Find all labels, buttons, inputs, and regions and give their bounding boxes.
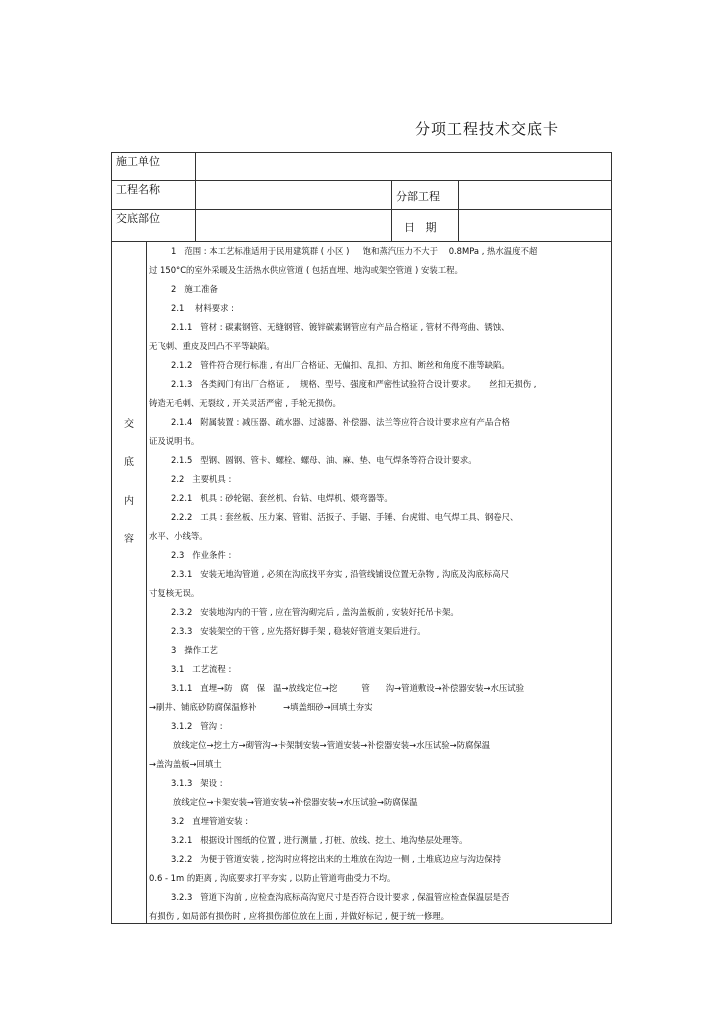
document-title: 分项工程技术交底卡 [415, 120, 560, 138]
side-label-char: 底 [124, 457, 134, 468]
content-line: 2 施工准备 [171, 284, 218, 294]
content-line: →盖沟盖板→回填土 [149, 759, 222, 769]
content-line: 3.1.3 架设 : [171, 778, 223, 788]
col-divider [195, 153, 196, 241]
side-label-char: 交 [124, 419, 134, 430]
content-line: →刷井、铺底砂防腐保温修补 →填盖细砂→回填土夯实 [149, 702, 373, 712]
content-line: 2.2.1 机具 : 砂轮锯、套丝机、台钻、电焊机、煨弯器等。 [171, 493, 393, 503]
content-line: 2.3 作业条件 : [171, 550, 232, 560]
content-line: 2.1.5 型钢、圆钢、管卡、螺栓、螺母、油、麻、垫、电气焊条等符合设计要求。 [171, 455, 477, 465]
construction-unit-label: 施工单位 [116, 155, 160, 168]
content-line: 2.2.2 工具 : 套丝板、压力案、管钳、活扳子、手锯、手锤、台虎钳、电气焊工具、钢卷尺、 [171, 512, 519, 522]
row-divider [112, 180, 611, 181]
content-line: 无飞刺、重皮及凹凸不平等缺陷。 [149, 341, 275, 351]
content-line: 3 操作工艺 [171, 645, 218, 655]
project-name-label: 工程名称 [116, 183, 160, 196]
content-line: 3.1.1 直埋→防 腐 保 温→放线定位→挖 管 沟→管道敷设→补偿器安装→水压试验 [171, 683, 525, 693]
content-line: 2.1.3 各类阀门有出厂合格证 , 规格、型号、强度和严密性试验符合设计要求。 丝扣无损伤 , [171, 379, 537, 389]
content-line: 水平、小线等。 [149, 531, 208, 541]
content-line: 过 150°C的室外采暖及生活热水供应管道 ( 包括直埋、地沟或架空管道 ) 安装工程。 [149, 265, 463, 275]
col-divider [391, 180, 392, 241]
side-label-char: 容 [124, 534, 134, 545]
content-line: 2.1.2 管件符合现行标准 , 有出厂合格证、无偏扣、乱扣、方扣、断丝和角度不准等缺陷。 [171, 360, 510, 370]
content-line: 3.2.3 管道下沟前 , 应检查沟底标高沟宽尺寸是否符合设计要求 , 保温管应检查保温层是否 [171, 892, 510, 902]
sub-project-label: 分部工程 [396, 190, 440, 203]
content-line: 证及说明书。 [149, 436, 200, 446]
content-line: 放线定位→挖土方→砌管沟→卡架制安装→管道安装→补偿器安装→水压试验→防腐保温 [173, 740, 491, 750]
content-line: 3.1.2 管沟 : [171, 721, 223, 731]
content-line: 寸复核无误。 [149, 588, 200, 598]
content-line: 3.2.1 根据设计图纸的位置 , 进行测量 , 打桩、放线、挖土、地沟垫层处理等。 [171, 835, 468, 845]
content-line: 2.1.1 管材 : 碳素钢管、无缝钢管、镀锌碳素钢管应有产品合格证 , 管材不得弯曲、锈蚀、 [171, 322, 510, 332]
date-label: 日 期 [404, 221, 437, 234]
handover-table [111, 152, 612, 924]
content-line: 2.1 材料要求 : [171, 303, 234, 313]
col-divider [146, 241, 147, 923]
content-line: 放线定位→卡架安装→管道安装→补偿器安装→水压试验→防腐保温 [173, 797, 418, 807]
content-line: 2.2 主要机具 : [171, 474, 232, 484]
content-line: 2.1.4 附属装置 : 减压器、疏水器、过滤器、补偿器、法兰等应符合设计要求应有产品合格 [171, 417, 510, 427]
content-line: 2.3.2 安装地沟内的干管 , 应在管沟砌完后 , 盖沟盖板前 , 安装好托吊卡架。 [171, 607, 459, 617]
content-line: 2.3.1 安装无地沟管道 , 必须在沟底找平夯实 , 沿管线铺设位置无杂物 , 沟底及沟底标高尺 [171, 569, 510, 579]
content-line: 3.2 直埋管道安装 : [171, 816, 249, 826]
content-line: 3.1 工艺流程 : [171, 664, 232, 674]
row-divider [112, 241, 611, 242]
col-divider [458, 180, 459, 241]
content-line: 2.3.3 安装架空的干管 , 应先搭好脚手架 , 稳装好管道支架后进行。 [171, 626, 426, 636]
row-divider [112, 209, 611, 210]
content-line: 0.6 - 1m 的距离 , 沟底要求打平夯实 , 以防止管道弯曲受力不均。 [149, 873, 396, 883]
content-line: 铸造无毛刺、无裂纹 , 开关灵活严密 , 手轮无损伤。 [149, 398, 341, 408]
handover-dept-label: 交底部位 [116, 212, 160, 225]
content-line: 有损伤 , 如局部有损伤时 , 应将损伤部位放在上面 , 并做好标记 , 便于统一修理。 [149, 911, 449, 921]
side-label-char: 内 [124, 496, 134, 507]
content-line: 3.2.2 为便于管道安装 , 挖沟时应将挖出来的土堆放在沟边一侧 , 土堆底边应与沟边保持 [171, 854, 502, 864]
content-line: 1 范围 : 本工艺标准适用于民用建筑群 ( 小区 ) 饱和蒸汽压力不大于 0.8MPa , 热水温度不超 [171, 246, 538, 256]
